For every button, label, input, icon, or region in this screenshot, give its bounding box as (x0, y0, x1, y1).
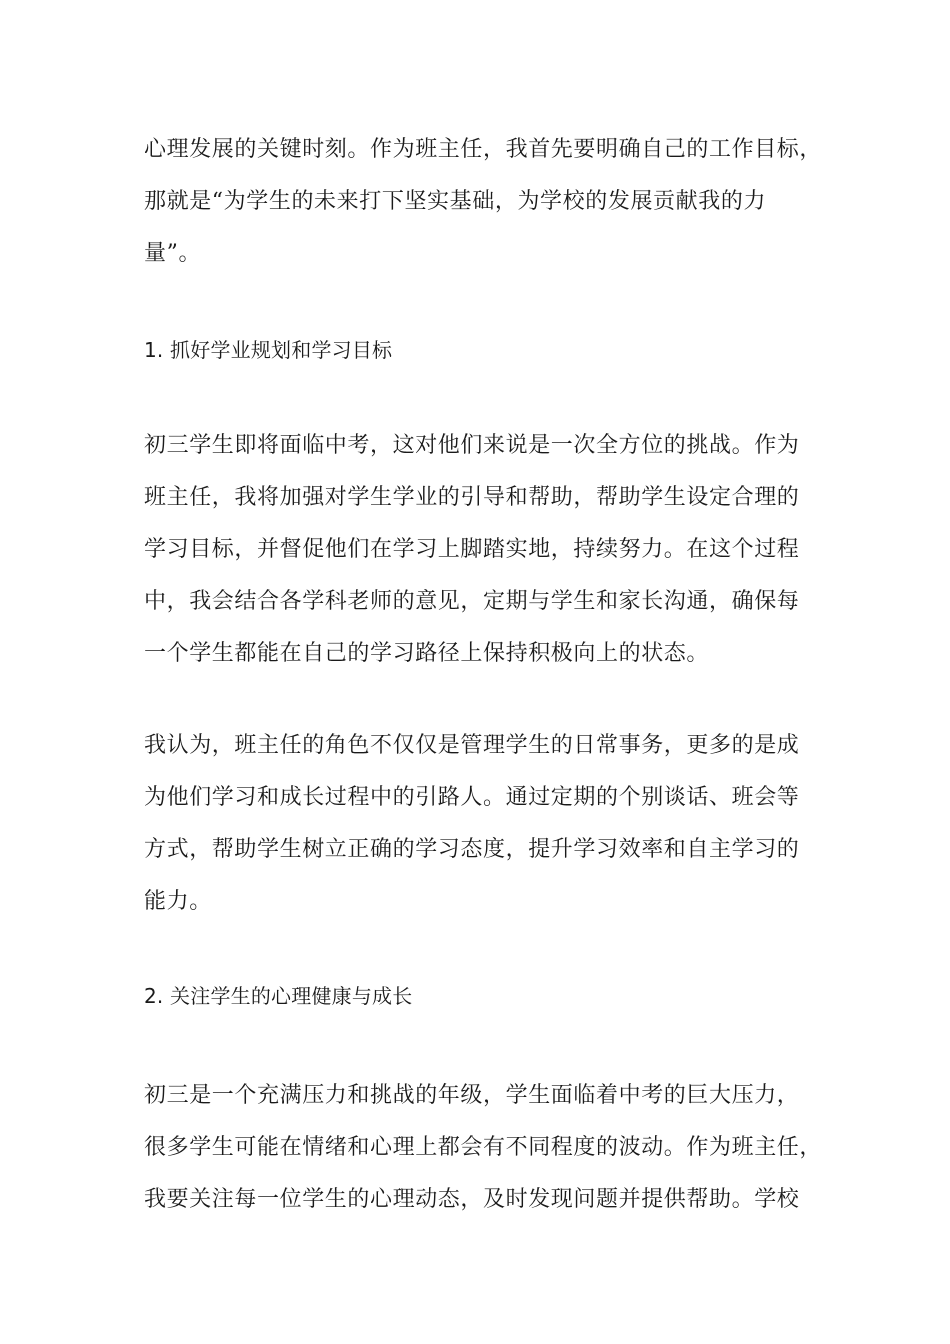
heading-text: 2. 关注学生的心理健康与成长 (144, 984, 413, 1008)
text-line: 那就是“为学生的未来打下坚实基础，为学校的发展贡献我的力 (144, 189, 767, 214)
text-line: 初三学生即将面临中考，这对他们来说是一次全方位的挑战。作为 (144, 433, 800, 458)
text-line: 初三是一个充满压力和挑战的年级，学生面临着中考的巨大压力， (144, 1083, 800, 1108)
section-heading-1 (144, 324, 834, 376)
text-line: 学习目标，并督促他们在学习上脚踏实地，持续努力。在这个过程 (144, 537, 800, 562)
text-line: 心理发展的关键时刻。作为班主任，我首先要明确自己的工作目标， (144, 137, 823, 162)
paragraph-study-planning (144, 420, 834, 680)
paragraph-intro (144, 124, 834, 280)
text-line: 能力。 (144, 889, 212, 914)
section-heading-2 (144, 970, 834, 1022)
paragraph-mental-health (144, 1070, 834, 1226)
text-line: 方式，帮助学生树立正确的学习态度，提升学习效率和自主学习的 (144, 837, 800, 862)
heading-text: 1. 抓好学业规划和学习目标 (144, 338, 393, 362)
text-line: 为他们学习和成长过程中的引路人。通过定期的个别谈话、班会等 (144, 785, 800, 810)
text-line: 一个学生都能在自己的学习路径上保持积极向上的状态。 (144, 641, 710, 666)
text-line: 很多学生可能在情绪和心理上都会有不同程度的波动。作为班主任， (144, 1135, 823, 1160)
text-line: 班主任，我将加强对学生学业的引导和帮助，帮助学生设定合理的 (144, 485, 800, 510)
text-line: 我认为，班主任的角色不仅仅是管理学生的日常事务，更多的是成 (144, 733, 800, 758)
text-line: 中，我会结合各学科老师的意见，定期与学生和家长沟通，确保每 (144, 589, 800, 614)
text-line: 量”。 (144, 241, 202, 266)
paragraph-teacher-role (144, 720, 834, 928)
text-line: 我要关注每一位学生的心理动态，及时发现问题并提供帮助。学校 (144, 1187, 800, 1212)
